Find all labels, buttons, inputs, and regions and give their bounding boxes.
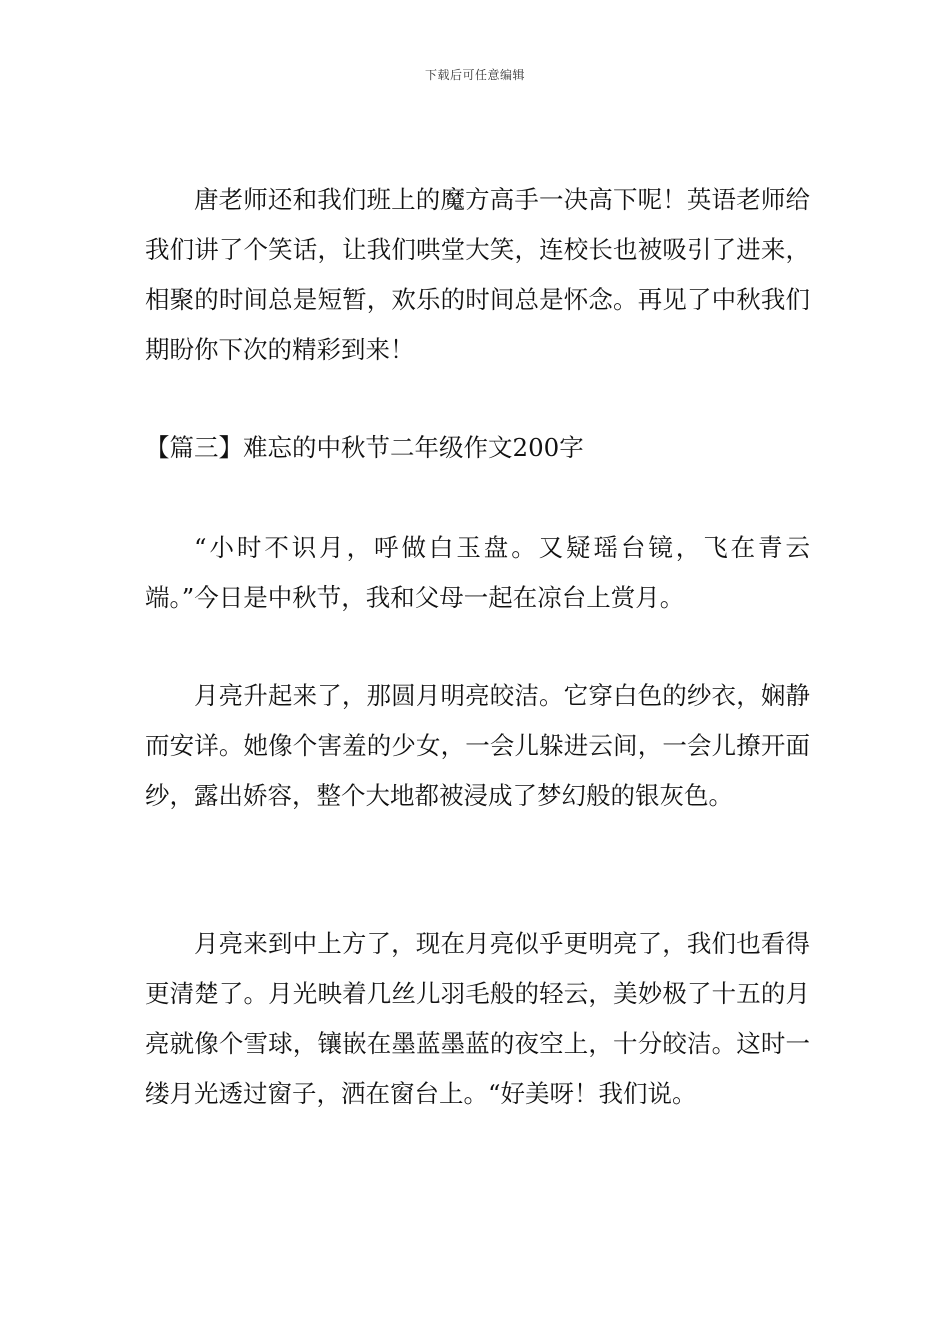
page-header: 下载后可任意编辑 (424, 68, 525, 82)
paragraph-4: 月亮来到中上方了，现在月亮似乎更明亮了，我们也看得更清楚了。月光映着几丝儿羽毛般的轻云，美妙极了十五的月亮就像个雪球，镶嵌在墨蓝墨蓝的夜空上，十分皎洁。这时一缕月光透过窗子，洒在窗台上。“好美呀！我们说。 (145, 929, 810, 1108)
paragraph-1: 唐老师还和我们班上的魔方高手一决高下呢！英语老师给我们讲了个笑话，让我们哄堂大笑，连校长也被吸引了进来，相聚的时间总是短暂，欢乐的时间总是怀念。再见了中秋我们期盼你下次的精彩到来！ (145, 185, 810, 364)
paragraph-2: “小时不识月，呼做白玉盘。又疑瑶台镜，飞在青云端。”今日是中秋节，我和父母一起在凉台上赏月。 (145, 533, 810, 612)
paragraph-3: 月亮升起来了，那圆月明亮皎洁。它穿白色的纱衣，娴静而安详。她像个害羞的少女，一会儿躲进云间，一会儿撩开面纱，露出娇容，整个大地都被浸成了梦幻般的银灰色。 (145, 681, 810, 810)
section-heading: 【篇三】难忘的中秋节二年级作文200字 (145, 433, 584, 462)
